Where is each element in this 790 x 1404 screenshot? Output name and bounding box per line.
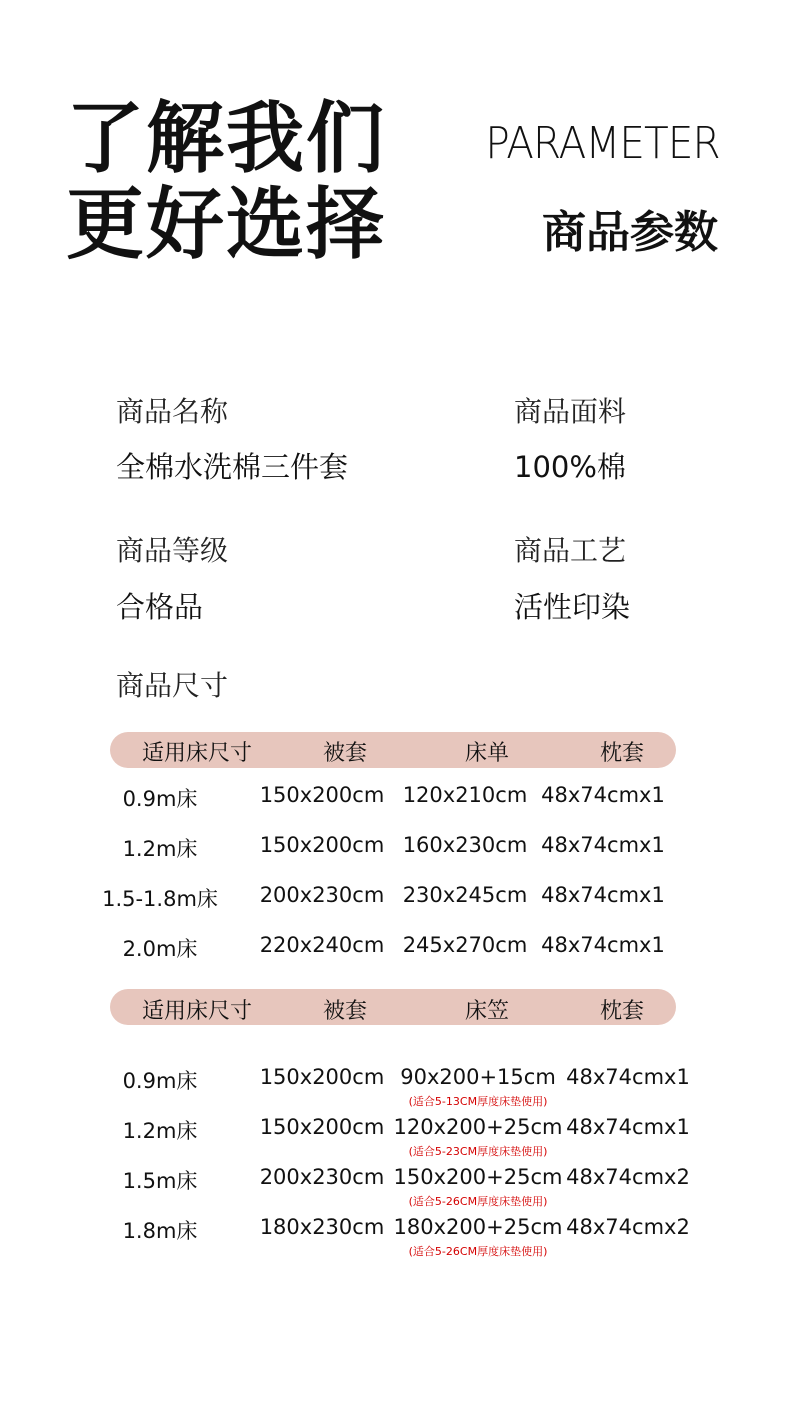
table2-row-2-cell-0: 1.5m床 [122,1169,198,1193]
table2-row-1-cell-1: 150x200cm [259,1115,385,1139]
table2-row-0-cell-0: 0.9m床 [122,1069,198,1093]
headline-line-2: 更好选择 [66,180,387,270]
product-craft-label: 商品工艺 [514,534,627,567]
table1-row-3-cell-3: 48x74cmx1 [541,933,665,957]
product-grade-label: 商品等级 [116,534,229,567]
table1-row-2-cell-3: 48x74cmx1 [541,883,665,907]
table2-header-2: 床笠 [464,999,509,1024]
table1-row-1-cell-3: 48x74cmx1 [541,833,665,857]
table2-row-2-cell-3: 48x74cmx2 [566,1165,690,1189]
table1-row-2-cell-0: 1.5-1.8m床 [102,887,218,911]
table2-row-3-cell-1: 180x230cm [259,1215,385,1239]
table2-row-3-cell-0: 1.8m床 [122,1219,198,1243]
table2-row-0-cell-2: 90x200+15cm [400,1065,556,1089]
table2-row-0-cell-3: 48x74cmx1 [566,1065,690,1089]
parameter-title-cn: 商品参数 [542,207,718,258]
table1-row-3-cell-0: 2.0m床 [122,937,198,961]
table1-row-2-cell-1: 200x230cm [259,883,385,907]
table2-row-2-cell-1: 200x230cm [259,1165,385,1189]
table1-row-3-cell-1: 220x240cm [259,933,385,957]
table1-row-1-cell-1: 150x200cm [259,833,385,857]
table2-row-1-cell-2: 120x200+25cm [393,1115,563,1139]
table1-row-3-cell-2: 245x270cm [402,933,528,957]
table2-row-3-note: (适合5-26CM厚度床垫使用) [408,1245,548,1258]
table2-row-3-cell-3: 48x74cmx2 [566,1215,690,1239]
table2-header-3: 枕套 [599,999,644,1024]
table1-header-0: 适用床尺寸 [141,741,252,766]
table1-header-2: 床单 [464,741,509,766]
table2-row-1-cell-0: 1.2m床 [122,1119,198,1143]
product-fabric-value: 100%棉 [514,450,626,484]
product-fabric-label: 商品面料 [514,395,627,428]
table2-row-0-cell-1: 150x200cm [259,1065,385,1089]
table2-header-0: 适用床尺寸 [141,999,252,1024]
table2-row-2-cell-2: 150x200+25cm [393,1165,563,1189]
product-size-label: 商品尺寸 [116,669,229,702]
table1-row-0-cell-1: 150x200cm [259,783,385,807]
product-craft-value: 活性印染 [514,590,631,624]
table1-row-2-cell-2: 230x245cm [402,883,528,907]
table1-header-1: 被套 [322,741,367,766]
table1-row-0-cell-3: 48x74cmx1 [541,783,665,807]
table2-header-1: 被套 [322,999,367,1024]
table2-row-1-note: (适合5-23CM厚度床垫使用) [408,1145,548,1158]
table2-row-3-cell-2: 180x200+25cm [393,1215,563,1239]
table2-row-2-note: (适合5-26CM厚度床垫使用) [408,1195,548,1208]
product-name-label: 商品名称 [116,395,229,428]
table1-row-1-cell-0: 1.2m床 [122,837,198,861]
table1-row-1-cell-2: 160x230cm [402,833,528,857]
table2-row-1-cell-3: 48x74cmx1 [566,1115,690,1139]
headline-line-1: 了解我们 [66,94,387,184]
headline [66,96,406,268]
table2-row-0-note: (适合5-13CM厚度床垫使用) [408,1095,548,1108]
table1-header-3: 枕套 [599,741,644,766]
product-name-value: 全棉水洗棉三件套 [116,450,349,484]
table1-row-0-cell-2: 120x210cm [402,783,528,807]
parameter-title-en: PARAMETER [485,118,720,169]
table1-row-0-cell-0: 0.9m床 [122,787,198,811]
product-grade-value: 合格品 [116,590,204,624]
